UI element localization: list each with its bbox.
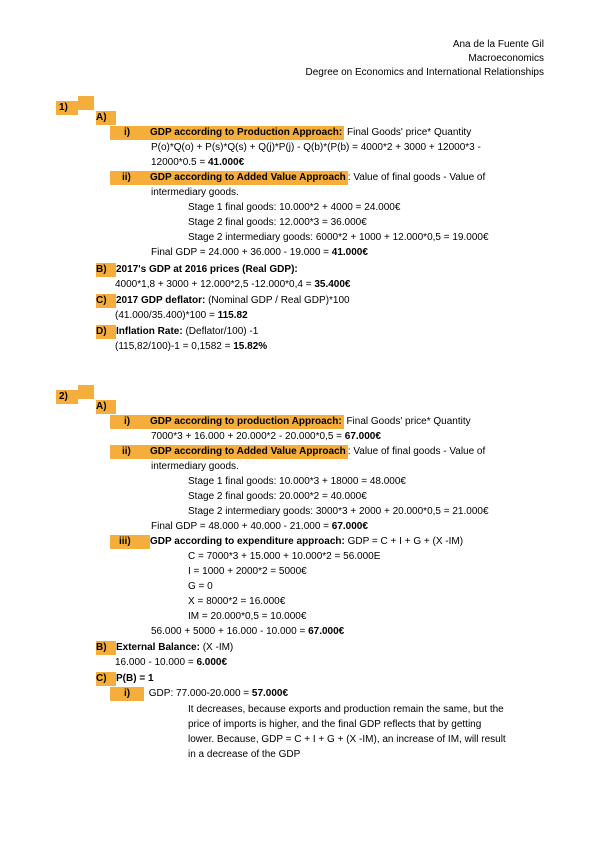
s1-ii-label: ii) [110,171,150,185]
s2-b-label: B) [96,641,116,655]
section-1-marker [56,96,94,115]
s2-ci-text: GDP: 77.000-20.000 = [148,688,252,699]
course-name: Macroeconomics [468,53,544,64]
s1-ii-desc: : Value of final goods - Value of [347,172,486,183]
s1-ii-title: GDP according to Added Value Approach [150,172,346,183]
s1-b-title: 2017's GDP at 2016 prices (Real GDP): [116,264,298,275]
s2-final-result: 67.000€ [331,521,368,532]
s2-iii-heading [110,535,463,549]
s2-explanation-1: It decreases, because exports and production remain the same, but the [188,704,504,715]
degree-name: Degree on Economics and International Relationships [305,67,544,78]
s1-d-desc: (Deflator/100) -1 [182,326,259,337]
s2-c-title: P(B) = 1 [116,673,154,684]
s1-d-label: D) [96,325,116,339]
s1-i-result: 41.000€ [208,157,245,168]
s2-b-title: External Balance: [116,642,200,653]
s2-i-heading [110,415,471,429]
s2-explanation-2: price of imports is higher, and the final GDP reflects that by getting [188,719,482,730]
author-name: Ana de la Fuente Gil [452,39,544,50]
s1-i-calc-line [151,156,244,170]
s1-stage1: Stage 1 final goods: 10.000*2 + 4000 = 24.000€ [188,202,401,213]
s2-ii-label: ii) [110,445,150,459]
s1-c-desc: (Nominal GDP / Real GDP)*100 [205,295,350,306]
s2-ii-heading [110,445,485,459]
s2-c-line: C = 7000*3 + 15.000 + 10.000*2 = 56.000E [188,551,381,562]
s1-c-heading [96,294,350,308]
s1-d-title: Inflation Rate: [116,326,183,337]
s2-b-heading [96,641,233,655]
section-1-label: 1) [56,101,78,115]
s1-d-calc: (115,82/100)-1 = 0,1582 = [115,341,234,352]
s2-i-result: 67.000€ [344,431,381,442]
s2-i-calc-line [151,430,381,444]
s1-b-result: 35.400€ [314,279,351,290]
s2-ci-result: 57.000€ [251,688,289,699]
s2-b-desc: (X -IM) [199,642,234,653]
s1-d-calc-line [115,340,267,354]
s2-sum: 56.000 + 5000 + 16.000 - 10.000 = [151,626,309,637]
section-2-marker [56,385,94,404]
s1-i-heading [110,126,471,140]
s2-g-line: G = 0 [188,581,213,592]
s1-final-gdp [151,246,368,260]
s2-sum-line [151,625,344,639]
s1-stage2-intermediary: Stage 2 intermediary goods: 6000*2 + 1000 + 12.000*0,5 = 19.000€ [188,232,489,243]
s2-iii-title: GDP according to expenditure approach: [150,536,345,547]
s1-i-calc: 12000*0.5 = [151,157,208,168]
s2-final-text: Final GDP = 48.000 + 40.000 - 21.000 = [151,521,332,532]
s2-a-label: A) [96,400,116,414]
section-2-label: 2) [56,390,78,404]
s1-i-title: GDP according to Production Approach: [150,127,343,138]
s1-d-heading [96,325,258,339]
s2-i-label: i) [110,415,150,429]
s2-final-gdp [151,520,368,534]
s2-im-line: IM = 20.000*0,5 = 10.000€ [188,611,307,622]
s2-c-label: C) [96,672,116,686]
s2-i-desc: Final Goods' price* Quantity [343,416,471,427]
s1-stage2: Stage 2 final goods: 12.000*3 = 36.000€ [188,217,367,228]
s1-i-label: i) [110,126,150,140]
s2-iii-label: iii) [110,535,150,549]
s2-c-heading [96,672,154,686]
s1-b-heading [96,263,298,277]
s2-explanation-3: lower. Because, GDP = C + I + G + (X -IM), an increase of IM, will result [188,734,506,745]
s2-i-calc: 7000*3 + 16.000 + 20.000*2 - 20.000*0,5 = [151,431,345,442]
s2-stage2: Stage 2 final goods: 20.000*2 = 40.000€ [188,491,367,502]
s2-i-line: I = 1000 + 2000*2 = 5000€ [188,566,307,577]
s1-c-title: 2017 GDP deflator: [116,295,206,306]
s1-final-result: 41.000€ [331,247,368,258]
s2-explanation-4: in a decrease of the GDP [188,749,301,760]
s2-b-calc-line [115,656,227,670]
s1-d-result: 15.82% [233,341,268,352]
s2-a-marker [96,400,116,414]
s1-b-calc-line [115,278,351,292]
s1-a-label: A) [96,111,116,125]
s1-c-calc: (41.000/35.400)*100 = [115,310,218,321]
s2-x-line: X = 8000*2 = 16.000€ [188,596,286,607]
s2-ci-line [110,687,288,701]
s2-b-calc: 16.000 - 10.000 = [115,657,197,668]
s1-i-desc: Final Goods' price* Quantity [344,127,472,138]
s1-a-marker [96,111,116,125]
s2-stage1: Stage 1 final goods: 10.000*3 + 18000 = 48.000€ [188,476,406,487]
s2-i-title: GDP according to production Approach: [150,416,342,427]
s2-b-result: 6.000€ [196,657,228,668]
s1-c-label: C) [96,294,116,308]
s1-c-calc-line [115,309,248,323]
s2-iii-desc: GDP = C + I + G + (X -IM) [344,536,464,547]
s2-sum-result: 67.000€ [308,626,345,637]
s1-final-text: Final GDP = 24.000 + 36.000 - 19.000 = [151,247,332,258]
s1-b-label: B) [96,263,116,277]
s2-ii-title: GDP according to Added Value Approach [150,446,346,457]
s1-ii-heading [110,171,485,185]
s2-stage2-intermediary: Stage 2 intermediary goods: 3000*3 + 2000 + 20.000*0,5 = 21.000€ [188,506,489,517]
s1-b-calc: 4000*1,8 + 3000 + 12.000*2,5 -12.000*0,4 = [115,279,315,290]
s1-i-formula: P(o)*Q(o) + P(s)*Q(s) + Q(j)*P(j) - Q(b)*(P(b) = 4000*2 + 3000 + 12000*3 - [151,142,481,153]
s1-ii-desc2: intermediary goods. [151,187,239,198]
s2-ii-desc2: intermediary goods. [151,461,239,472]
s2-ci-label: i) [110,687,144,701]
s2-ii-desc: : Value of final goods - Value of [347,446,486,457]
s1-c-result: 115.82 [217,310,248,321]
